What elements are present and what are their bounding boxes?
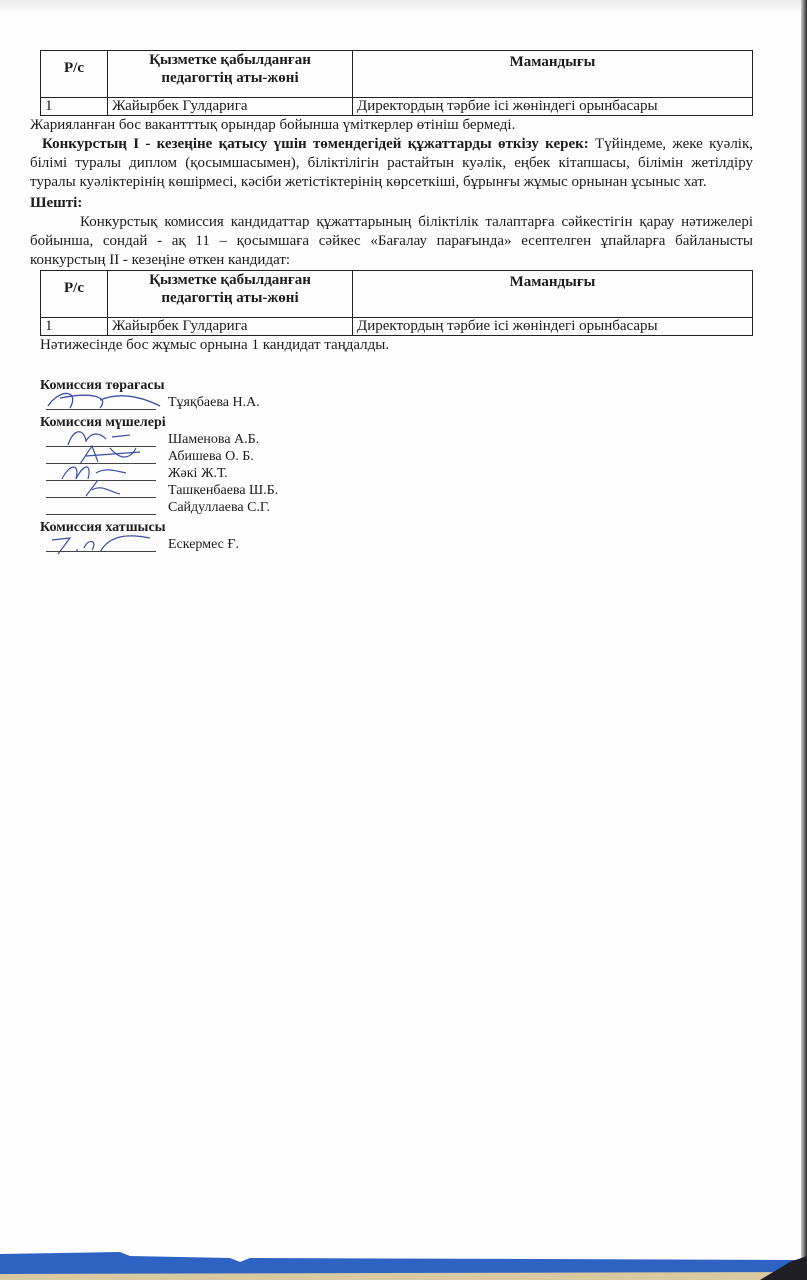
row-specialty: Директордың тәрбие ісі жөніндегі орынбасары	[353, 318, 753, 336]
decided-label: Шешті:	[30, 195, 83, 211]
table-passed	[40, 270, 753, 336]
chair-name: Тұяқбаева Н.А.	[168, 395, 260, 410]
table-row	[41, 318, 753, 336]
signature-icon	[40, 386, 170, 416]
member-name: Жәкі Ж.Т.	[168, 466, 228, 481]
members-label: Комиссия мүшелері	[40, 415, 166, 430]
member-name: Абишева О. Б.	[168, 449, 254, 464]
row-specialty: Директордың тәрбие ісі жөніндегі орынбасары	[353, 98, 753, 116]
documents-heading: Конкурстың І - кезеңіне қатысу үшін төмендегідей құжаттарды өткізу керек:	[42, 136, 589, 152]
table-header-row	[41, 271, 753, 318]
signatures-block	[40, 377, 753, 553]
member-name: Шаменова А.Б.	[168, 432, 260, 447]
table-row	[41, 98, 753, 116]
table-header-row	[41, 51, 753, 98]
member-name: Ташкенбаева Ш.Б.	[168, 483, 279, 498]
header-name: Қызметке қабылданған педагогтің аты-жөні	[108, 271, 353, 318]
member-signature-line	[40, 499, 753, 516]
row-num: 1	[41, 98, 108, 116]
header-num: Р/с	[41, 51, 108, 98]
chair-label: Комиссия төрағасы	[40, 378, 165, 393]
row-name: Жайырбек Гулдарига	[108, 98, 353, 116]
photo-top-shadow	[0, 0, 807, 14]
secretary-name: Ескермес Ғ.	[168, 537, 239, 552]
header-specialty: Мамандығы	[353, 51, 753, 98]
photo-right-edge	[801, 0, 807, 1280]
secretary-signature-line	[40, 536, 753, 553]
member-name: Сайдуллаева С.Г.	[168, 500, 270, 515]
row-num: 1	[41, 318, 108, 336]
member-signature-line	[40, 482, 753, 499]
documents-paragraph	[30, 135, 753, 192]
decision-text: Конкурстық комиссия кандидаттар құжаттарының біліктілік талаптарға сәйкестігін қарау нәтижелері бойынша, сондай - ақ 11 – қосымшаға сәйкес «Бағалау парағында» есептелген ұпайларға байланысты конкурстың ІІ - кезеңіне өткен кандидат:	[30, 214, 753, 268]
photo-background-edge	[0, 1240, 807, 1280]
signature-icon	[40, 528, 170, 558]
secretary-label: Комиссия хатшысы	[40, 520, 166, 535]
header-name: Қызметке қабылданған педагогтің аты-жөні	[108, 51, 353, 98]
header-specialty: Мамандығы	[353, 271, 753, 318]
result-text: Нәтижесінде бос жұмыс орнына 1 кандидат таңдалды.	[40, 337, 390, 353]
table-vacancy	[40, 50, 753, 116]
chair-signature-line	[40, 394, 753, 411]
row-name: Жайырбек Гулдарига	[108, 318, 353, 336]
document-page	[30, 50, 754, 553]
documents-list: Түйіндеме, жеке куәлік, білімі туралы диплом (қосымшасымен), біліктілігін растайтын куәлік, еңбек кітапшасы, білімін жетілдіру туралы куәліктерінің көшірмесі, кәсіби жетістіктерінің көрсеткіші, бұрынғы жұмыс орнынан ұсыныс хат.	[30, 136, 754, 190]
header-num: Р/с	[41, 271, 108, 318]
no-applicants-text: Жарияланған бос вакантттық орындар бойынша үміткерлер өтініш бермеді.	[30, 117, 516, 133]
